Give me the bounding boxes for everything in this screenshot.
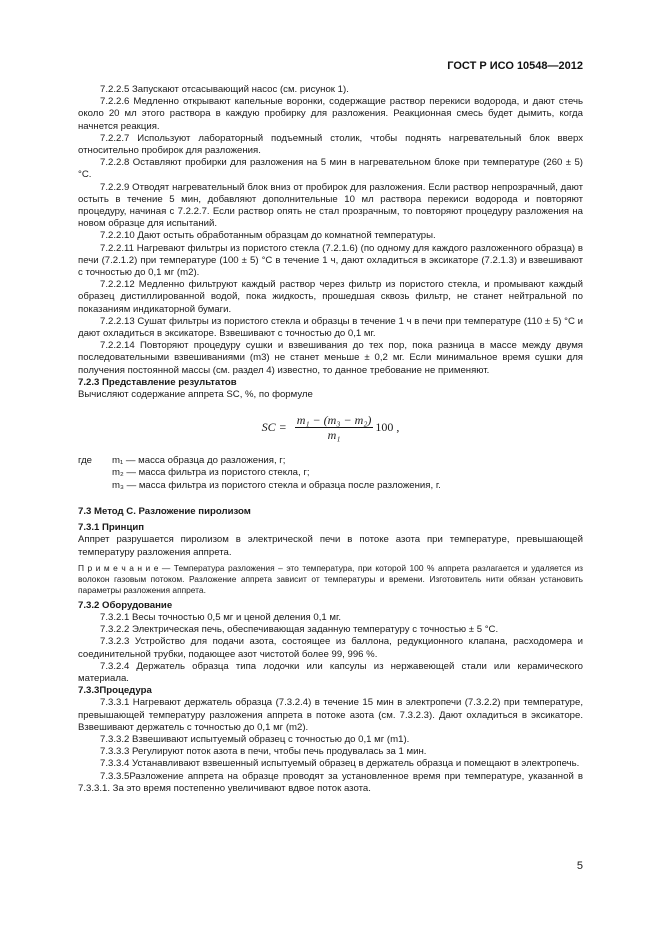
paragraph-722-11: 7.2.2.11 Нагревают фильтры из пористого стекла (7.2.1.6) (по одному для каждого разложенного образца) в печи (7.2.1.2) при температуре (100 ± 5) °С в течение 1 ч, дают охладиться в эксикаторе (7.2.1.3) и взвешивают с точностью до 0,1 мг (m2). xyxy=(78,242,583,279)
paragraph-731: Аппрет разрушается пиролизом в электрической печи в потоке азота при температуре, превышающей температуру разложения аппрета. xyxy=(78,534,583,558)
paragraph-733-3: 7.3.3.3 Регулируют поток азота в печи, чтобы печь продувалась за 1 мин. xyxy=(100,746,427,758)
where-line: m₂ — масса фильтра из пористого стекла, г; xyxy=(112,467,310,479)
formula-tail: 100 , xyxy=(375,420,400,435)
paragraph-732-4: 7.3.2.4 Держатель образца типа лодочки или капсулы из нержавеющей стали или керамического материала. xyxy=(78,660,583,684)
paragraph-722-8: 7.2.2.8 Оставляют пробирки для разложения на 5 мин в нагревательном блоке при температуре (260 ± 5) °С. xyxy=(78,157,583,181)
paragraph-722-14: 7.2.2.14 Повторяют процедуру сушки и взвешивания до тех пор, пока разница в массе между двумя последовательными взвешиваниями (m3) не станет меньше ± 0,2 мг. Если минимальное время сушки для получения постоянной массы (см. раздел 4) известно, то данное требование не применяют. xyxy=(78,340,583,376)
paragraph-group-732 xyxy=(78,612,583,685)
paragraph-group-722 xyxy=(78,84,583,377)
paragraph-732-3: 7.3.2.3 Устройство для подачи азота, состоящее из баллона, редукционного клапана, расходомера и соединительной трубки, подающее азот чистотой более 99, 996 %. xyxy=(78,636,583,660)
formula-lhs: SC = xyxy=(261,420,287,435)
where-lines xyxy=(112,455,441,492)
paragraph-722-6: 7.2.2.6 Медленно открывают капельные воронки, содержащие раствор перекиси водорода, и дают стечь около 20 мл этого раствора в каждую пробирку для разложения. Реакционная смесь будет дымить, когда начнется реакция. xyxy=(78,96,583,132)
note-decomposition: П р и м е ч а н и е — Температура разложения – это температура, при которой 100 % аппрета разлагается и удаляется из волокон газовым потоком. Разложение аппрета зависит от температуры и времени. Изготовитель нити обязан установить параметры разложения аппрета. xyxy=(78,562,583,595)
section-heading-73: 7.3 Метод С. Разложение пиролизом xyxy=(78,505,251,517)
paragraph-722-7: 7.2.2.7 Используют лабораторный подъемный столик, чтобы поднять нагревательный блок вверх относительно пробирок для разложения. xyxy=(78,132,583,157)
section-heading-732: 7.3.2 Оборудование xyxy=(78,599,173,611)
standard-header: ГОСТ Р ИСО 10548—2012 xyxy=(447,60,583,72)
paragraph-732-2: 7.3.2.2 Электрическая печь, обеспечивающая заданную температуру с точностью ± 5 °С. xyxy=(100,624,499,636)
paragraph-722-12: 7.2.2.12 Медленно фильтруют каждый раствор через фильтр из пористого стекла, и промывают каждый образец дистиллированной водой, пока жидкость, прошедшая сквозь фильтр, не станет нейтральной по показаниям индикаторной бумаги. xyxy=(78,279,583,315)
paragraph-733-2: 7.3.3.2 Взвешивают испытуемый образец с точностью до 0,1 мг (m1). xyxy=(100,733,410,745)
formula-numerator: m₁ − (m₃ − m₂) xyxy=(296,412,372,427)
formula-sc xyxy=(78,403,583,451)
paragraph-733-5: 7.3.3.5Разложение аппрета на образце проводят за установленное время при температуре, указанной в 7.3.3.1. За это время постепенно увеличивают вдвое поток азота. xyxy=(78,770,583,794)
paragraph-733-4: 7.3.3.4 Устанавливают взвешенный испытуемый образец в держатель образца и помещают в электропечь. xyxy=(100,758,580,770)
paragraph-722-5: 7.2.2.5 Запускают отсасывающий насос (см. рисунок 1). xyxy=(100,84,349,95)
where-label: где xyxy=(78,455,93,467)
paragraph-732-1: 7.3.2.1 Весы точностью 0,5 мг и ценой деления 0,1 мг. xyxy=(100,611,342,623)
paragraph-722-10: 7.2.2.10 Дают остыть обработанным образцам до комнатной температуры. xyxy=(100,230,436,242)
formula-fraction xyxy=(295,414,374,441)
formula-legend xyxy=(78,455,583,492)
document-body xyxy=(78,84,583,795)
paragraph-733-1: 7.3.3.1 Нагревают держатель образца (7.3.2.4) в течение 15 мин в электропечи (7.3.2.2) при температуре, превышающей температуру разложения аппрета в потоке азота (см. 7.3.2.3). Дают охладиться в эксикаторе. Взвешивают держатель с точностью до 0,1 мг (m2). xyxy=(78,697,583,733)
section-heading-731: 7.3.1 Принцип xyxy=(78,522,145,534)
formula-intro: Вычисляют содержание аппрета SC, %, по формуле xyxy=(78,389,313,401)
section-heading-723: 7.2.3 Представление результатов xyxy=(78,376,237,388)
page-number: 5 xyxy=(576,860,583,872)
paragraph-722-9: 7.2.2.9 Отводят нагревательный блок вниз от пробирок для разложения. Если раствор непрозрачный, дают остыть в течение 5 мин, добавляют дополнительные 10 мл раствора перекиси водорода и повторяют процедуру, начиная с 7.2.2.7. Если раствор опять не стал прозрачным, то повторяют процедуру разложения на новом образце для испытаний. xyxy=(78,181,583,230)
where-line: m₃ — масса фильтра из пористого стекла и образца после разложения, г. xyxy=(112,479,441,491)
paragraph-722-13: 7.2.2.13 Сушат фильтры из пористого стекла и образцы в течение 1 ч в печи при температуре (110 ± 5) °С и дают охладиться в эксикаторе. Взвешивают с точностью до 0,1 мг. xyxy=(78,315,583,340)
paragraph-group-733 xyxy=(78,697,583,795)
section-heading-733: 7.3.3Процедура xyxy=(78,685,152,697)
formula-denominator: m₁ xyxy=(327,427,341,442)
where-line: m₁ — масса образца до разложения, г; xyxy=(112,455,286,467)
